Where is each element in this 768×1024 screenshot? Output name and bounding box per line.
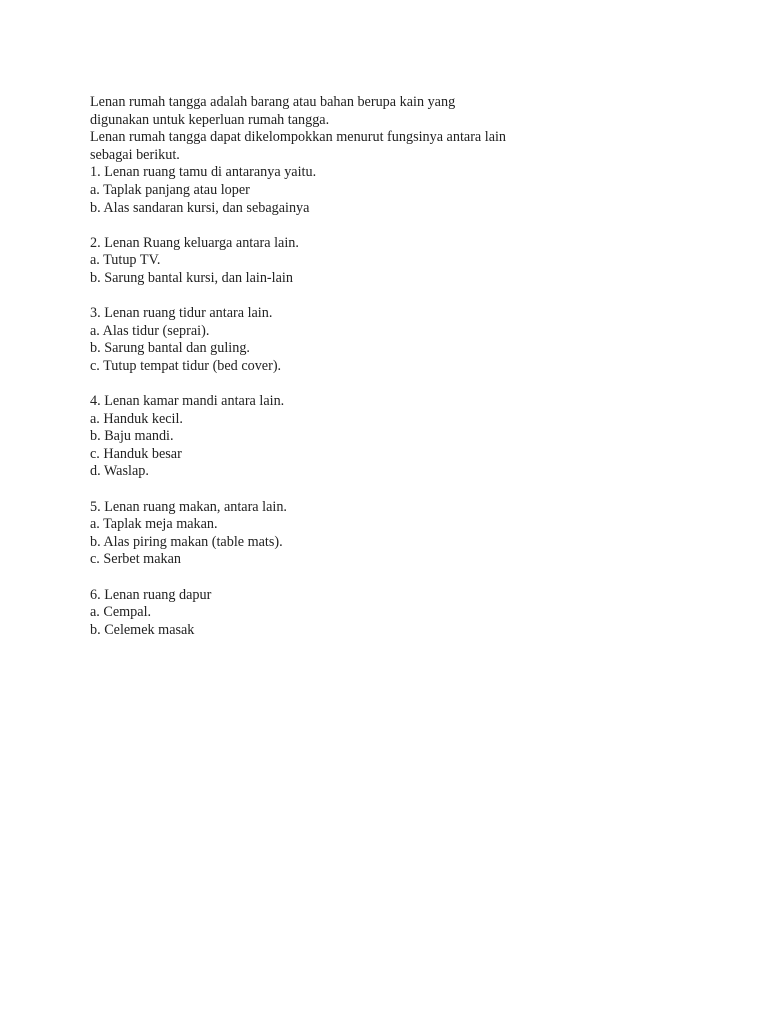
list-item: c. Handuk besar	[90, 445, 182, 462]
section-ruang-keluarga	[90, 235, 730, 288]
intro-paragraph	[90, 94, 730, 164]
spacer	[90, 288, 730, 306]
intro-line: Lenan rumah tangga dapat dikelompokkan menurut fungsinya antara lain	[90, 129, 507, 146]
section-ruang-tamu	[90, 164, 730, 217]
section-ruang-dapur	[90, 587, 730, 640]
spacer	[90, 217, 730, 235]
list-item: a. Taplak panjang atau loper	[90, 181, 250, 198]
section-kamar-mandi	[90, 393, 730, 481]
section-heading: 6. Lenan ruang dapur	[90, 586, 212, 603]
list-item: a. Handuk kecil.	[90, 410, 183, 427]
list-item: b. Alas piring makan (table mats).	[90, 533, 283, 550]
list-item: c. Tutup tempat tidur (bed cover).	[90, 357, 282, 374]
section-heading: 1. Lenan ruang tamu di antaranya yaitu.	[90, 164, 317, 181]
spacer	[90, 569, 730, 587]
section-heading: 4. Lenan kamar mandi antara lain.	[90, 393, 285, 410]
list-item: b. Baju mandi.	[90, 428, 174, 445]
section-heading: 2. Lenan Ruang keluarga antara lain.	[90, 234, 299, 251]
list-item: a. Alas tidur (seprai).	[90, 322, 210, 339]
list-item: b. Celemek masak	[90, 621, 195, 638]
list-item: b. Sarung bantal dan guling.	[90, 340, 250, 357]
list-item: a. Tutup TV.	[90, 252, 161, 269]
section-ruang-tidur	[90, 305, 730, 375]
document-page	[90, 94, 730, 639]
list-item: d. Waslap.	[90, 463, 149, 480]
section-ruang-makan	[90, 499, 730, 569]
list-item: a. Taplak meja makan.	[90, 516, 218, 533]
list-item: c. Serbet makan	[90, 551, 181, 568]
intro-line: Lenan rumah tangga adalah barang atau bahan berupa kain yang	[90, 94, 456, 110]
section-heading: 5. Lenan ruang makan, antara lain.	[90, 498, 287, 515]
list-item: b. Sarung bantal kursi, dan lain-lain	[90, 269, 293, 286]
list-item: b. Alas sandaran kursi, dan sebagainya	[90, 199, 310, 216]
spacer	[90, 376, 730, 394]
intro-line: digunakan untuk keperluan rumah tangga.	[90, 111, 330, 128]
section-heading: 3. Lenan ruang tidur antara lain.	[90, 305, 273, 322]
intro-line: sebagai berikut.	[90, 146, 180, 163]
list-item: a. Cempal.	[90, 604, 152, 621]
spacer	[90, 481, 730, 499]
